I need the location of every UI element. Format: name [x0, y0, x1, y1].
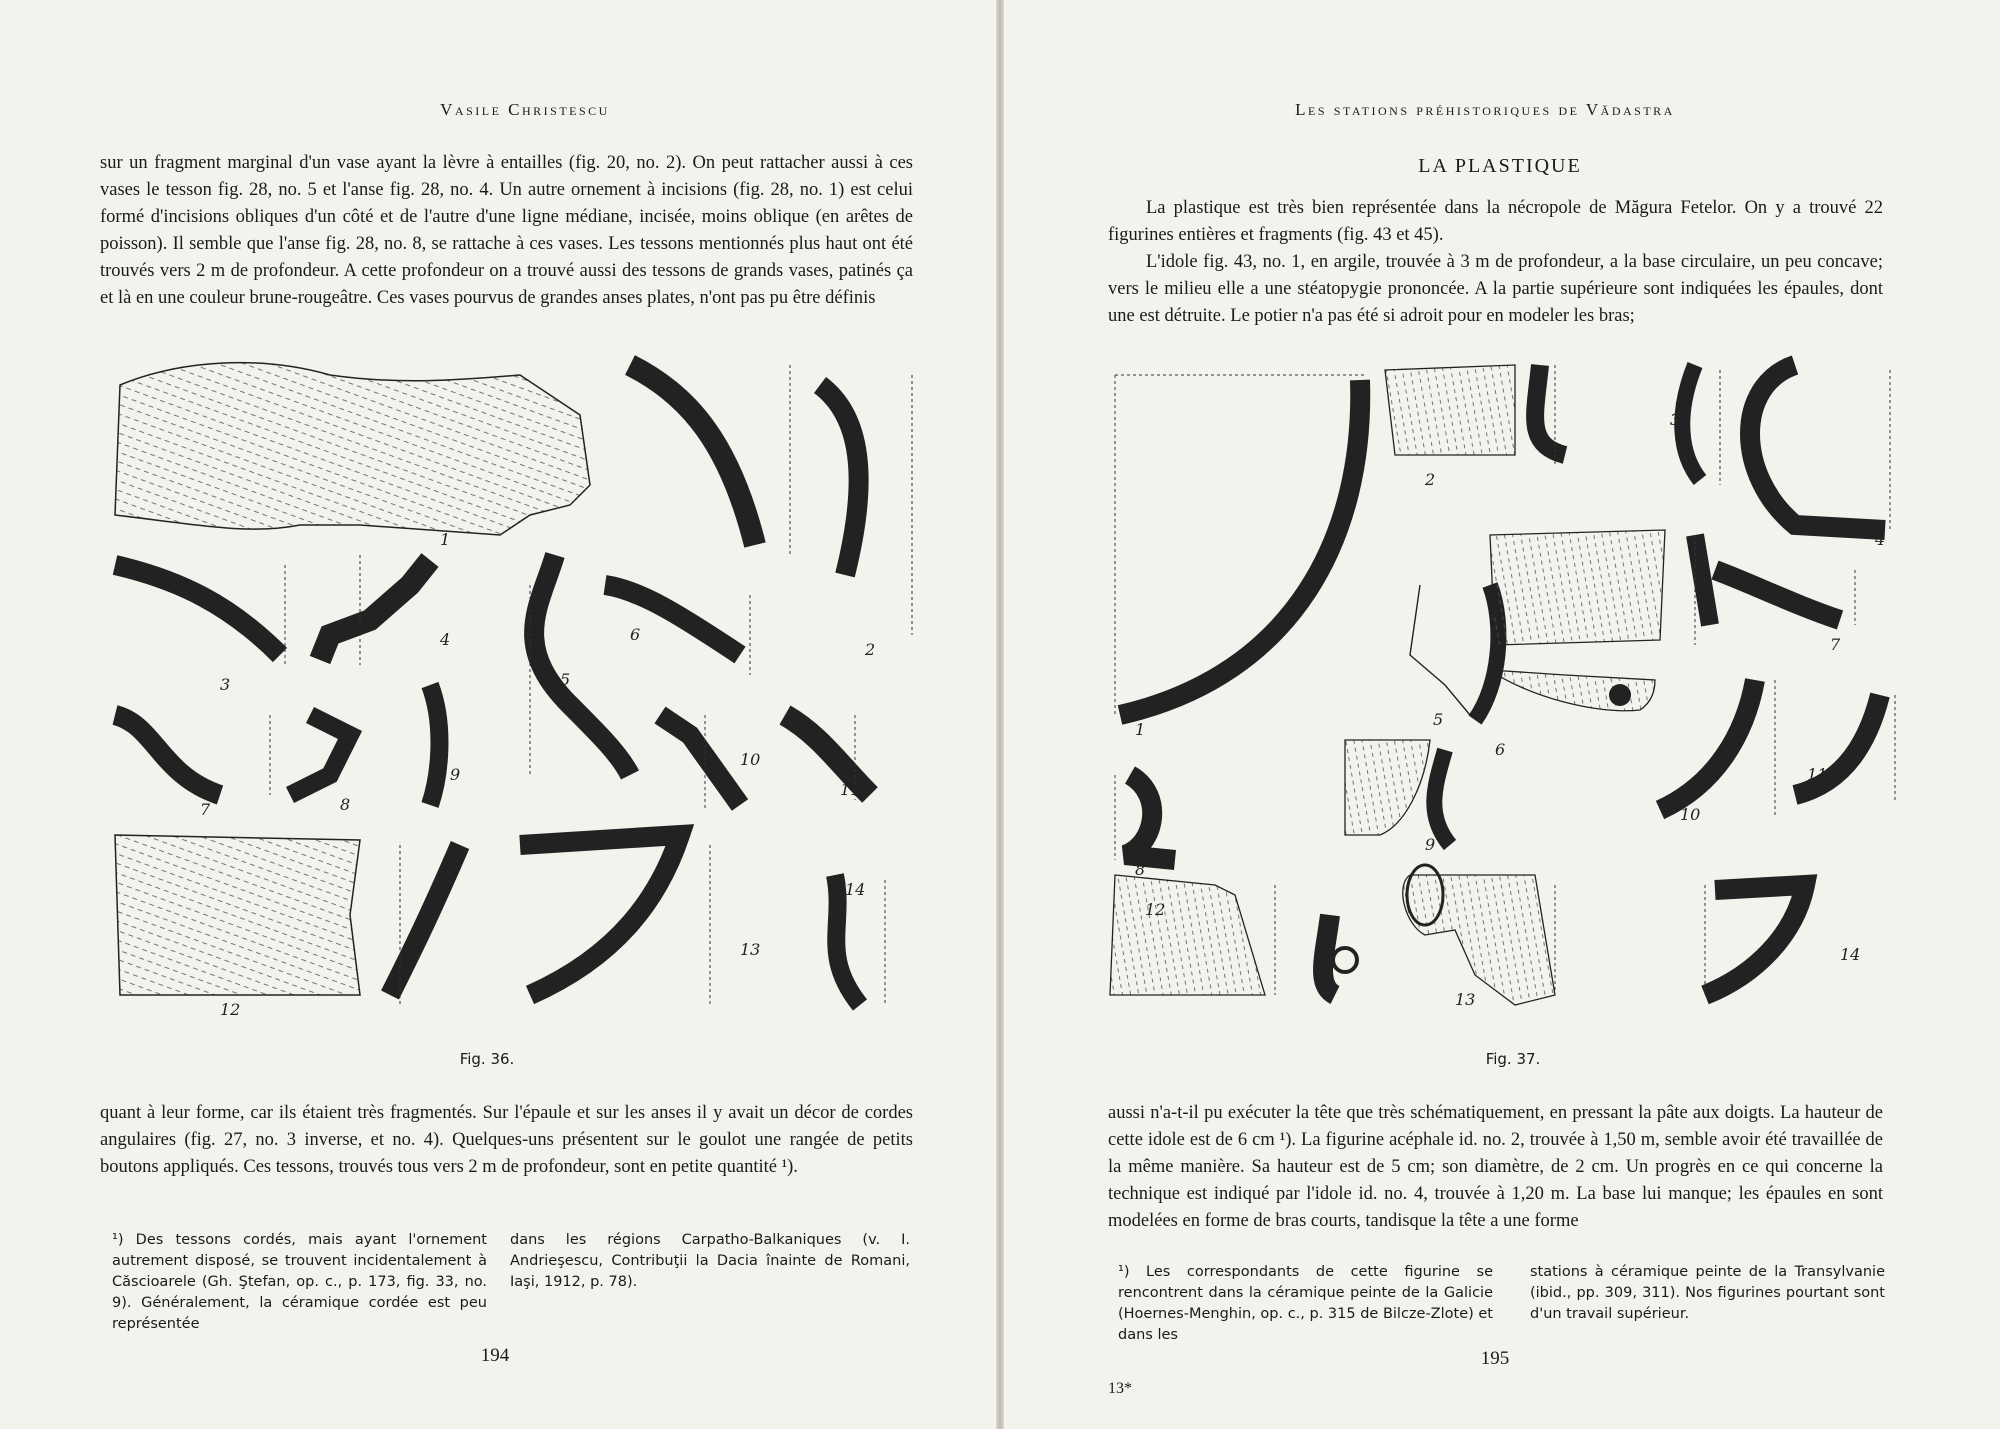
fragment-5-shape: [1410, 585, 1470, 715]
footnote-left-col2: [510, 1230, 910, 1293]
fig36-label-13: 13: [740, 940, 761, 959]
fig37-label-7: 7: [1830, 635, 1841, 654]
fragment-3-profile: [1682, 365, 1700, 480]
fragment-2-shape: [1385, 365, 1515, 455]
section-title: LA PLASTIQUE: [1418, 155, 1582, 177]
fragment-6-profile: [605, 585, 740, 655]
footnote-right-col1: [1118, 1262, 1493, 1346]
footnote-right-col2: [1530, 1262, 1885, 1325]
fig37-label-6: 6: [1495, 740, 1506, 759]
fig37-label-13: 13: [1455, 990, 1476, 1009]
fragment-7-profile: [1715, 570, 1840, 620]
figure-37-caption: Fig. 37.: [1485, 1050, 1541, 1068]
fig36-label-2: 2: [865, 640, 876, 659]
page-number-right: 195: [1480, 1348, 1510, 1369]
fragment-8-profile: [1125, 775, 1175, 860]
footnote-text: ¹) Des tessons cordés, mais ayant l'ornement autrement disposé, se trouvent incidentalement à Căscioarele (Gh. Ştefan, op. c., p. 173, fig. 33, no. 9). Généralement, la céramique cordée est peu représentée: [112, 1232, 487, 1332]
fragment-4-profile: [320, 560, 430, 660]
body-paragraph-bottom-left: [100, 1100, 913, 1181]
fragment-14-profile: [1705, 885, 1805, 995]
fragment-2-profile: [820, 385, 859, 575]
fig37-label-1: 1: [1135, 720, 1146, 739]
paragraph-text: aussi n'a-t-il pu exécuter la tête que très schématiquement, en pressant la pâte aux doigts. La hauteur de cette idole est de 6 cm ¹). La figurine acéphale id. no. 2, trouvée à 1,50 m, semble avoir été travaillée de la même manière. Sa hauteur est de 5 cm; son diamètre, de 2 cm. Un progrès en ce qui concerne la technique est indiqué par l'idole id. no. 4, trouvée à 1,20 m. La base lui manque; les épaules en sont modelées en forme de bras courts, tandisque la tête a une forme: [1108, 1103, 1883, 1231]
fig36-label-10: 10: [740, 750, 761, 769]
fig37-label-8: 8: [1135, 860, 1146, 879]
fig36-label-3: 3: [220, 675, 231, 694]
fig36-label-14: 14: [845, 880, 866, 899]
page-number-left: 194: [480, 1345, 510, 1366]
fig37-label-11: 11: [1807, 765, 1828, 784]
footnote-text: stations à céramique peinte de la Transylvanie (ibid., pp. 309, 311). Nos figurines pourtant sont d'un travail supérieur.: [1530, 1264, 1885, 1322]
figure-36-caption: Fig. 36.: [459, 1050, 515, 1068]
fig37-label-9: 9: [1425, 835, 1436, 854]
fig37-label-14: 14: [1840, 945, 1861, 964]
body-paragraphs-top-right: [1108, 195, 1883, 330]
fragment-6-shape: [1490, 530, 1665, 645]
paragraph-text: quant à leur forme, car ils étaient très fragmentés. Sur l'épaule et sur les anses il y avait un décor de cordes angulaires (fig. 27, no. 3 inverse, et no. 4). Quelques-uns présentent sur le goulot une rangée de petits boutons appliqués. Ces tessons, trouvés tous vers 2 m de profondeur, sont en petite quantité ¹).: [100, 1103, 913, 1177]
footnote-left-col1: [112, 1230, 487, 1335]
fragment-12-shape: [115, 835, 360, 995]
figure-37-drawing: [1095, 355, 1915, 1045]
fragment-4-profile: [1750, 365, 1885, 530]
fig37-label-10: 10: [1680, 805, 1701, 824]
fig36-label-6: 6: [630, 625, 641, 644]
fragment-13-profile: [520, 835, 680, 995]
fig37-label-4: 4: [1875, 530, 1886, 549]
figure-37: [1095, 355, 1915, 1045]
running-head-right: Les stations préhistoriques de Vădastra: [1295, 100, 1675, 119]
footnote-text: ¹) Les correspondants de cette figurine se rencontrent dans la céramique peinte de la Galicie (Hoernes-Menghin, op. c., p. 315 de Bilcze-Zlote) et dans les: [1118, 1264, 1493, 1343]
footnote-text: dans les régions Carpatho-Balkaniques (v. I. Andrieşescu, Contribuţii la Dacia înainte de Romani, Iaşi, 1912, p. 78).: [510, 1232, 910, 1290]
fig37-label-5: 5: [1433, 710, 1444, 729]
fragment-1-shape: [115, 363, 590, 535]
paragraph-text: La plastique est très bien représentée dans la nécropole de Măgura Fetelor. On y a trouvé 22 figurines entières et fragments (fig. 43 et 45).: [1108, 198, 1883, 245]
fragment-9-profile: [430, 685, 439, 805]
fig37-label-12: 12: [1145, 900, 1166, 919]
fig36-label-5: 5: [560, 670, 571, 689]
fig36-label-4: 4: [440, 630, 451, 649]
fig36-label-11: 11: [840, 780, 861, 799]
fragment-12-shape: [1110, 875, 1265, 995]
fragment-10-profile: [1660, 680, 1755, 810]
running-head-left: Vasile Christescu: [440, 100, 610, 119]
fig36-label-9: 9: [450, 765, 461, 784]
fragment-1-profile: [1120, 380, 1360, 715]
fig36-label-8: 8: [340, 795, 351, 814]
fig37-label-2: 2: [1425, 470, 1436, 489]
fragment-1-profile: [630, 365, 755, 545]
fig36-label-12: 12: [220, 1000, 241, 1019]
fragment-10-profile: [660, 715, 740, 805]
fig36-label-1: 1: [440, 530, 451, 549]
fragment-7-profile: [115, 715, 220, 795]
figure-36-drawing: [100, 355, 930, 1045]
fragment-8-profile: [290, 715, 350, 795]
right-page: [1000, 0, 2000, 1429]
figure-36: [100, 355, 930, 1045]
fragment-9-shape: [1345, 740, 1430, 835]
fragment-13-shape: [1403, 875, 1555, 1005]
body-paragraph-bottom-right: [1108, 1100, 1883, 1235]
fragment-3-profile: [115, 565, 280, 655]
paragraph-text: sur un fragment marginal d'un vase ayant la lèvre à entailles (fig. 20, no. 2). On peut rattacher aussi à ces vases le tesson fig. 28, no. 5 et l'anse fig. 28, no. 4. Un autre ornement à incisions (fig. 28, no. 1) est celui formé d'incisions obliques d'un côté et de l'autre d'une ligne médiane, incisée, moins oblique (en arêtes de poisson). Il semble que l'anse fig. 28, no. 8, se rattache à ces vases. Les tessons mentionnés plus haut ont été trouvés vers 2 m de profondeur. A cette profondeur on a trouvé aussi des tessons de grands vases, patinés ça et là en une couleur brune-rougeâtre. Ces vases pourvus de grandes anses plates, n'ont pas pu être définis: [100, 153, 913, 308]
fig37-label-3: 3: [1670, 410, 1681, 429]
signature-mark: 13*: [1108, 1380, 1132, 1397]
fig36-label-7: 7: [200, 800, 211, 819]
body-paragraph-top-left: [100, 150, 913, 312]
paragraph-text: L'idole fig. 43, no. 1, en argile, trouvée à 3 m de profondeur, a la base circulaire, un peu concave; vers le milieu elle a une stéatopygie prononcée. A la partie supérieure sont indiquées les épaules, dont une est détruite. Le potier n'a pas été si adroit pour en modeler les bras;: [1108, 252, 1883, 326]
